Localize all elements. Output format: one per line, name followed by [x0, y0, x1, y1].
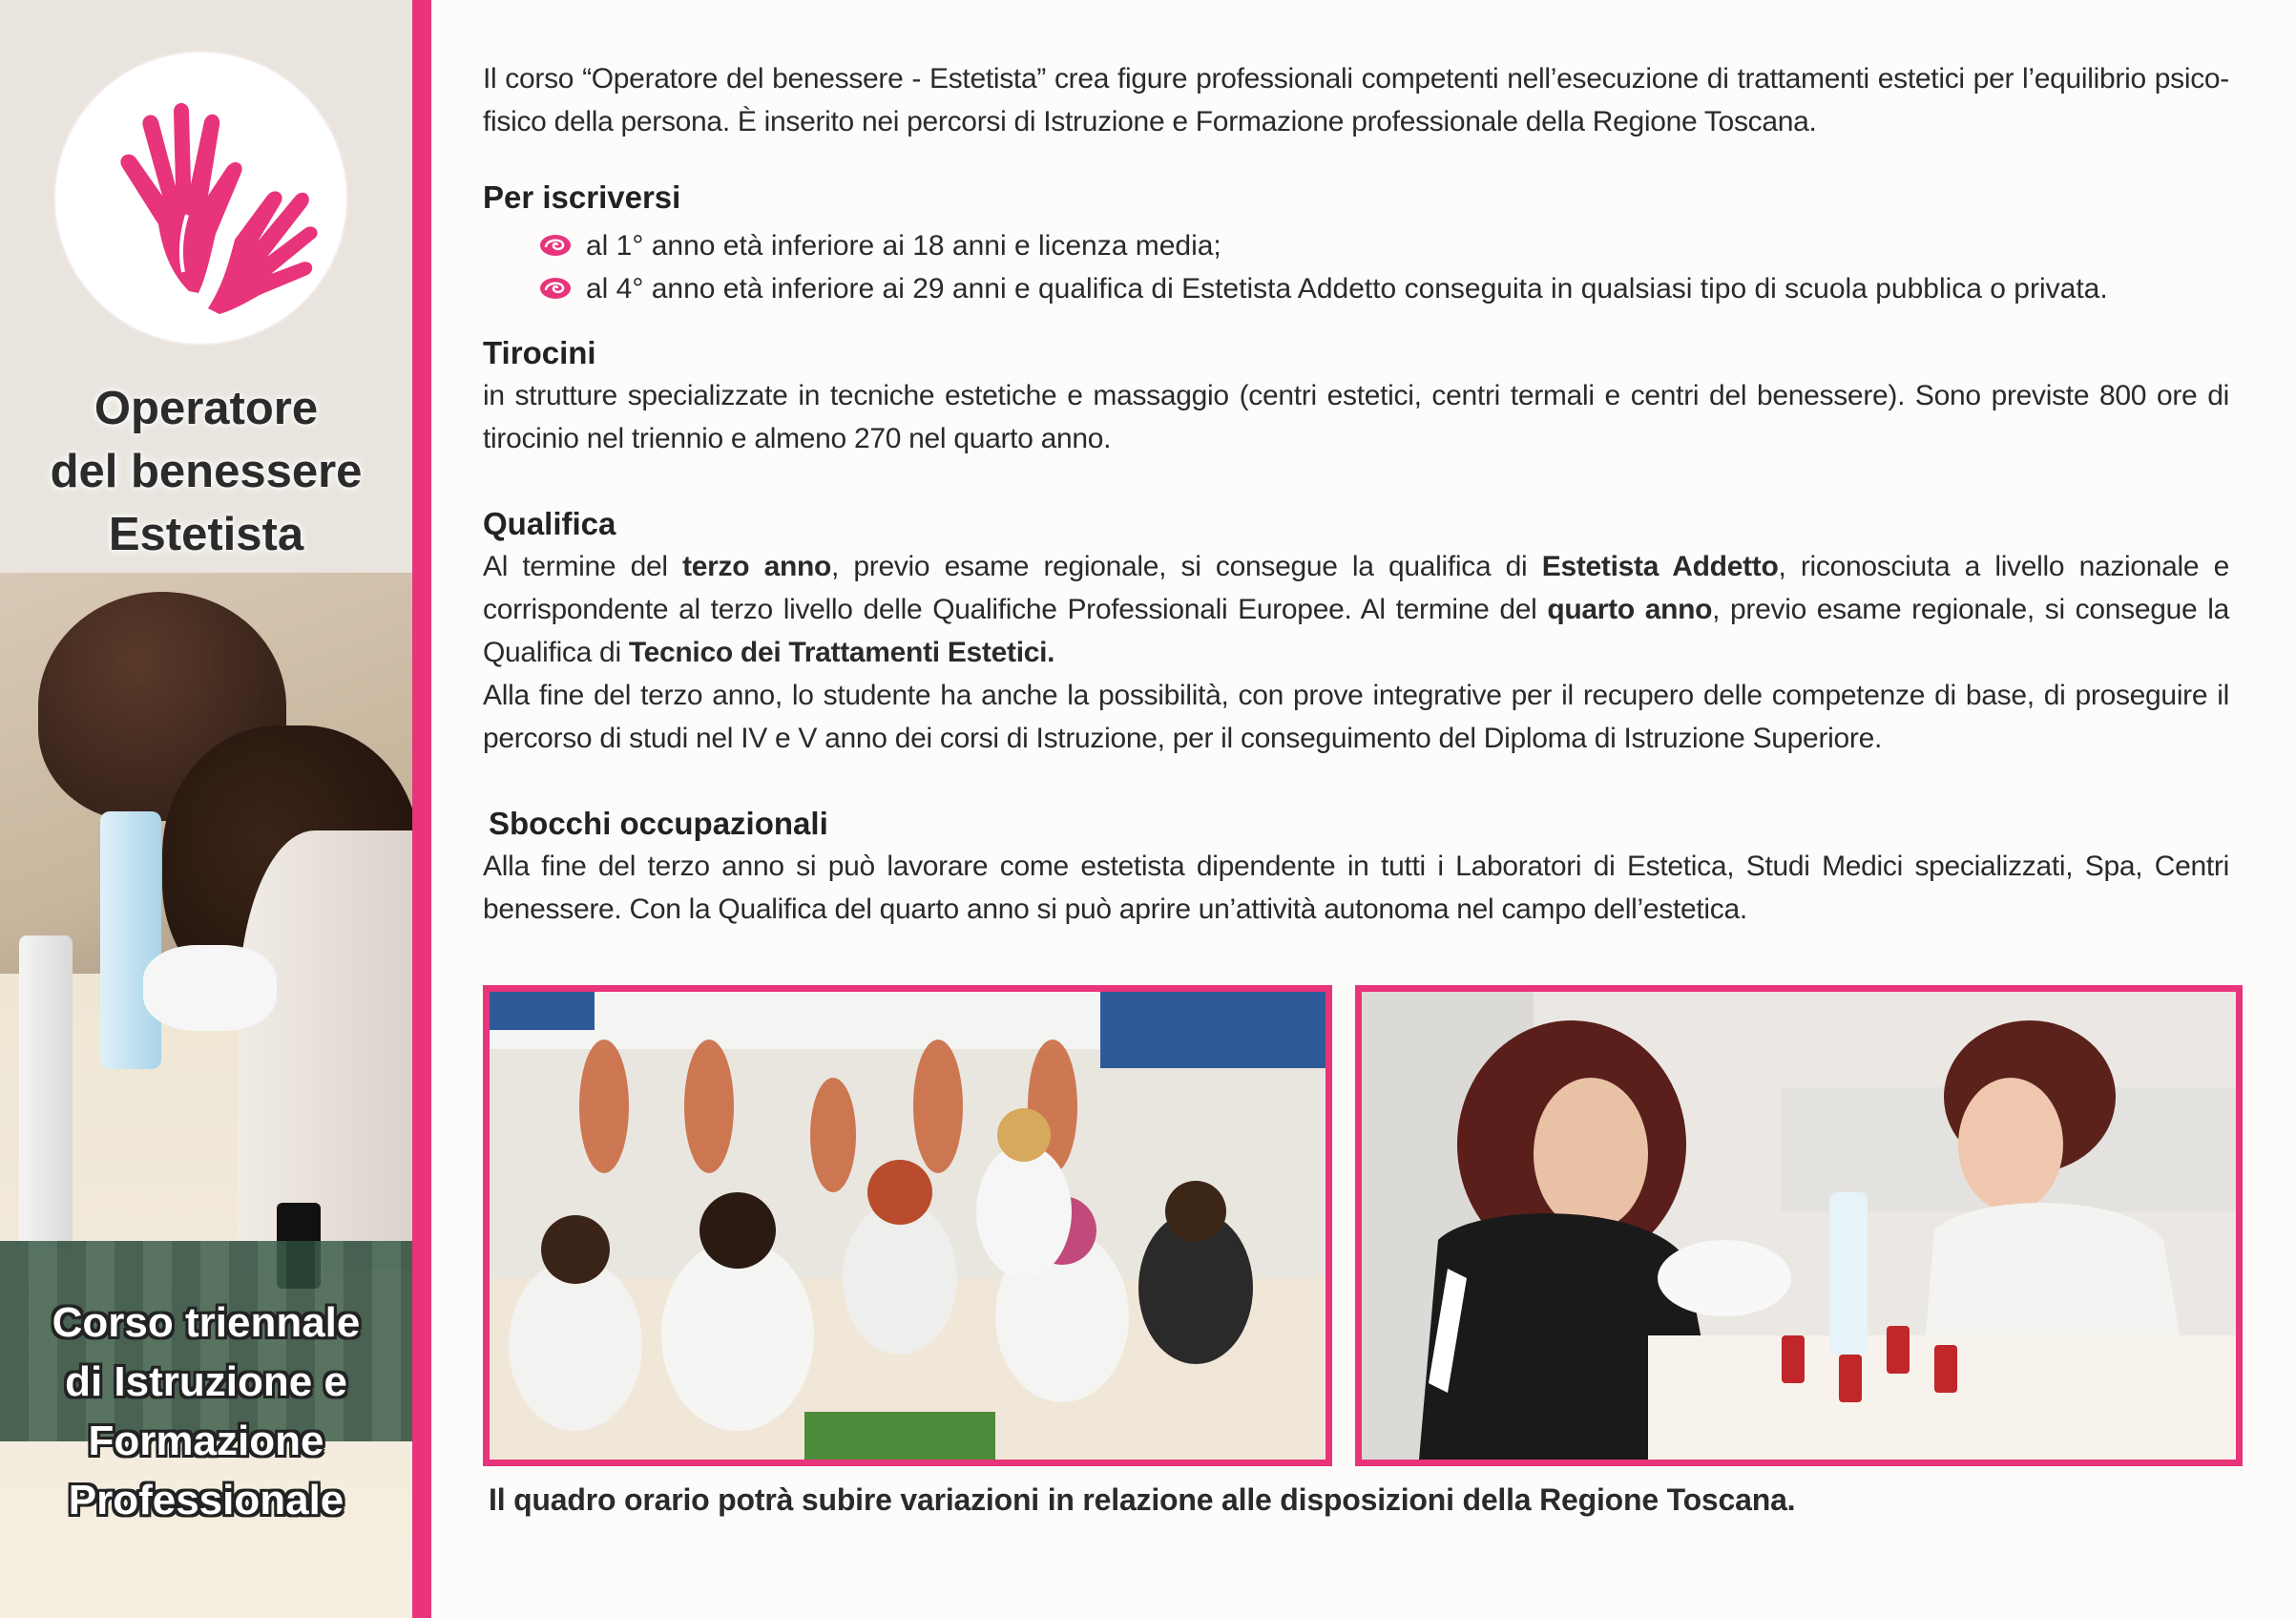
accent-stripe	[412, 0, 431, 1618]
footer-note: Il quadro orario potrà subire variazioni in relazione alle disposizioni della Regione Toscana.	[489, 1482, 1796, 1517]
sbocchi-paragraph: Alla fine del terzo anno si può lavorare come estetista dipendente in tutti i Laboratori di Estetica, Studi Medici specializzati, Spa, Centri benessere. Con la Qualifica del quarto anno si può aprire un’attività autonoma nel campo dell’estetica.	[483, 851, 2229, 925]
course-type-line-1: Corso triennale	[52, 1299, 361, 1346]
intro-paragraph: Il corso “Operatore del benessere - Estetista” crea figure professionali competenti nell’esecuzione di trattamenti estetici per l’equilibrio psico-fisico della persona. È inserito nei percorsi di Istruzione e Formazione professionale della Regione Toscana.	[483, 63, 2229, 137]
list-item-text: al 1° anno età inferiore ai 18 anni e licenza media;	[586, 230, 1221, 262]
course-type	[0, 1293, 412, 1530]
spiral-bullet-icon	[538, 232, 576, 259]
qualifica-paragraph-2: Alla fine del terzo anno, lo studente ha anche la possibilità, con prove integrative per il recupero delle competenze di base, di proseguire il percorso di studi nel IV e V anno dei corsi di Istruzione, per il conseguimento del Diploma di Istruzione Superiore.	[483, 680, 2229, 754]
course-type-line-3: Formazione	[88, 1418, 324, 1464]
main-content	[483, 57, 2229, 931]
course-title-line-1: Operatore	[94, 383, 319, 434]
spiral-bullet-icon	[538, 275, 576, 302]
course-title	[0, 377, 412, 566]
course-type-line-2: di Istruzione e	[65, 1358, 347, 1405]
heading-iscriversi: Per iscriversi	[483, 179, 681, 215]
heading-sbocchi: Sbocchi occupazionali	[489, 806, 828, 841]
list-item	[538, 224, 2229, 267]
heading-qualifica: Qualifica	[483, 506, 616, 541]
manicure-photo	[1355, 985, 2243, 1466]
course-title-line-2: del benessere	[50, 446, 363, 497]
iscrizione-list	[538, 224, 2229, 310]
qualifica-paragraph-1: Al termine del terzo anno, previo esame regionale, si consegue la qualifica di Estetista Addetto, riconosciuta a livello nazionale e corrispondente al terzo livello delle Qualifiche Professionali Europee. Al termine del quarto anno, previo esame regionale, si consegue la Qualifica di Tecnico dei Trattamenti Estetici.	[483, 551, 2230, 668]
hands-logo-icon	[55, 53, 346, 344]
course-type-line-4: Professionale	[68, 1477, 344, 1523]
tirocini-paragraph: in strutture specializzate in tecniche estetiche e massaggio (centri estetici, centri termali e centri del benessere). Sono previste 800 ore di tirocinio nel triennio e almeno 270 nel quarto anno.	[483, 380, 2229, 454]
classroom-photo	[483, 985, 1332, 1466]
course-title-line-3: Estetista	[108, 509, 304, 560]
sidebar	[0, 0, 412, 1618]
list-item-text: al 4° anno età inferiore ai 29 anni e qualifica di Estetista Addetto conseguita in qualsiasi tipo di scuola pubblica o privata.	[586, 273, 2108, 305]
list-item	[538, 267, 2229, 310]
heading-tirocini: Tirocini	[483, 335, 596, 370]
